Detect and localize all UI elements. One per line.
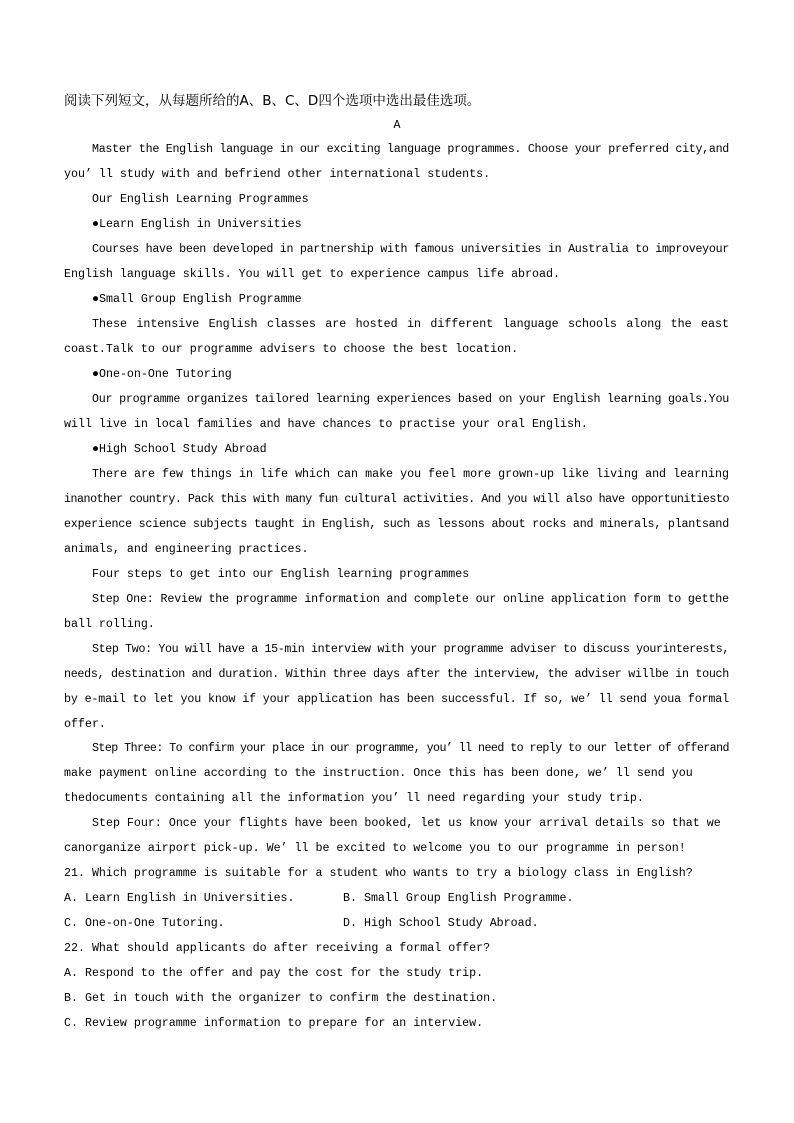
reading-instruction: 阅读下列短文，从每题所给的A、B、C、D四个选项中选出最佳选项。 <box>64 93 481 109</box>
question-22-option-b: B. Get in touch with the organizer to confirm the destination. <box>64 992 498 1005</box>
passage-line: Step One: Review the programme information and complete our online application form to getthe <box>92 593 729 606</box>
passage-line: Step Three: To confirm your place in our programme, you’ ll need to reply to our letter of offerand <box>92 742 729 755</box>
passage-line: Master the English language in our exciting language programmes. Choose your preferred city,and <box>92 143 729 156</box>
passage-line: needs, destination and duration. Within three days after the interview, the adviser willbe in touch <box>64 668 729 681</box>
programme-heading: ●High School Study Abroad <box>92 443 267 456</box>
section-heading: Our English Learning Programmes <box>92 193 309 206</box>
passage-line: experience science subjects taught in English, such as lessons about rocks and minerals, plantsand <box>64 518 729 531</box>
passage-line: Step Two: You will have a 15-min interview with your programme adviser to discuss yourinterests, <box>92 643 729 656</box>
question-22-option-a: A. Respond to the offer and pay the cost for the study trip. <box>64 967 484 980</box>
passage-line: Step Four: Once your flights have been booked, let us know your arrival details so that we <box>92 817 721 830</box>
question-22-stem: 22. What should applicants do after receiving a formal offer? <box>64 942 491 955</box>
passage-label: A <box>393 119 401 132</box>
passage-line: inanother country. Pack this with many fun cultural activities. And you will also have opportunitiesto <box>64 493 729 506</box>
programme-heading: ●One-on-One Tutoring <box>92 368 232 381</box>
passage-line: canorganize airport pick-up. We’ ll be excited to welcome you to our programme in person! <box>64 842 686 855</box>
passage-line: thedocuments containing all the information you’ ll need regarding your study trip. <box>64 792 644 805</box>
passage-line: Courses have been developed in partnership with famous universities in Australia to improveyour <box>92 243 729 256</box>
question-21-stem: 21. Which programme is suitable for a student who wants to try a biology class in English? <box>64 867 693 880</box>
programme-heading: ●Small Group English Programme <box>92 293 302 306</box>
question-21-option-c: C. One-on-One Tutoring. <box>64 917 225 930</box>
passage-line: you’ ll study with and befriend other international students. <box>64 168 491 181</box>
question-21-option-d: D. High School Study Abroad. <box>343 917 539 930</box>
passage-line: offer. <box>64 718 106 731</box>
passage-line: English language skills. You will get to experience campus life abroad. <box>64 268 560 281</box>
question-21-option-a: A. Learn English in Universities. <box>64 892 295 905</box>
passage-line: will live in local families and have chances to practise your oral English. <box>64 418 588 431</box>
passage-line: Our programme organizes tailored learning experiences based on your English learning goals.You <box>92 393 729 406</box>
question-22-option-c: C. Review programme information to prepare for an interview. <box>64 1017 484 1030</box>
passage-line: animals, and engineering practices. <box>64 543 309 556</box>
passage-line: by e-mail to let you know if your application has been successful. If so, we’ ll send youa formal <box>64 693 729 706</box>
passage-line: coast.Talk to our programme advisers to choose the best location. <box>64 343 519 356</box>
passage-line: ball rolling. <box>64 618 155 631</box>
section-heading: Four steps to get into our English learning programmes <box>92 568 470 581</box>
passage-line: These intensive English classes are hosted in different language schools along the east <box>92 318 729 331</box>
programme-heading: ●Learn English in Universities <box>92 218 302 231</box>
passage-line: make payment online according to the instruction. Once this has been done, we’ ll send you <box>64 767 693 780</box>
passage-line: There are few things in life which can make you feel more grown-up like living and learning <box>92 468 729 481</box>
question-21-option-b: B. Small Group English Programme. <box>343 892 574 905</box>
